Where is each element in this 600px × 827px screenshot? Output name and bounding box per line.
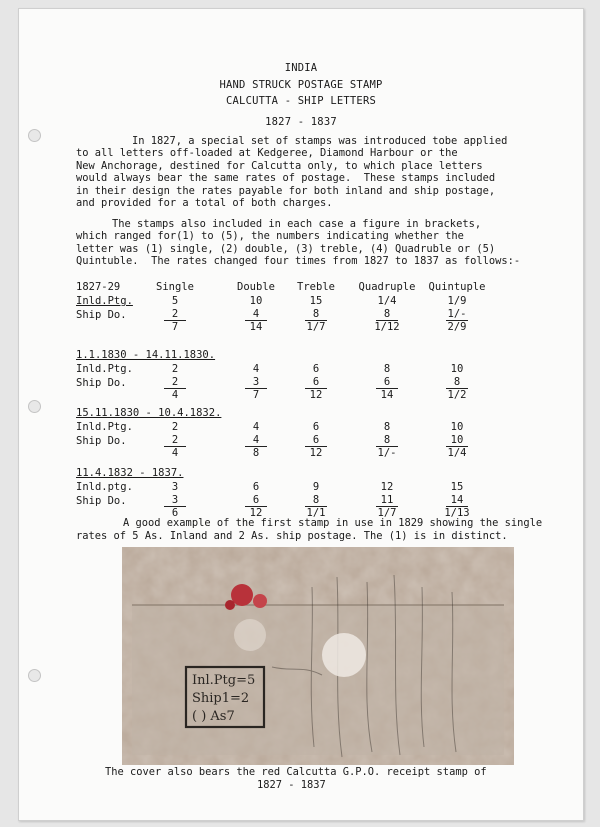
album-page [18,8,584,821]
rate-value: 1/9 [447,295,467,307]
fraction-numerator: 8 [312,308,320,320]
row-label: Inld.Ptg. [76,295,133,307]
fraction-numerator: 10 [450,434,464,446]
intro-line: and provided for a total of both charges. [76,197,333,210]
fraction-denominator: 1/13 [444,507,470,519]
intro-line: in their design the rates payable for both inland and ship postage, [76,184,496,197]
fraction-numerator: 8 [312,494,320,506]
rate-value: 6 [312,421,320,433]
fraction-denominator: 1/1 [306,507,326,519]
intro-line: In 1827, a special set of stamps was introduced tobe applied [132,135,508,147]
rates-line: which ranged for(1) to (5), the numbers indicating whether the [76,230,464,243]
rate-value: 15 [309,295,323,307]
fraction-numerator: 6 [383,376,391,388]
row-label: Ship Do. [76,377,127,389]
fraction-numerator: 6 [252,494,260,506]
row-label: Ship Do. [76,435,127,447]
fraction-numerator: 6 [312,376,320,388]
rate-value: 1/4 [377,295,397,307]
rate-fraction [296,494,336,519]
fraction-denominator: 1/2 [447,389,467,401]
handstamp-line: Ship1=2 [192,691,250,706]
fraction-numerator: 4 [252,308,260,320]
period-label: 11.4.1832 - 1837. [76,467,184,479]
fraction-denominator: 7 [171,321,179,333]
row-label: Inld.Ptg. [76,421,133,433]
period-label: 1827-29 [76,281,121,293]
rate-value: 4 [252,421,260,433]
rate-fraction [155,376,195,401]
handstamp-line: ( ) As7 [192,709,235,724]
punch-hole [28,669,41,682]
punch-hole [28,400,41,413]
fraction-numerator: 2 [171,376,179,388]
page-title-region: CALCUTTA - SHIP LETTERS [226,95,376,107]
rate-value: 2 [171,421,179,433]
fraction-numerator: 8 [383,308,391,320]
rate-fraction [437,434,477,459]
fraction-numerator: 4 [252,434,260,446]
rate-fraction [296,308,336,333]
page-title-country: INDIA [284,62,318,74]
rates-line: Quintuble. The rates changed four times from 1827 to 1837 as follows:- [76,255,521,268]
rate-fraction [296,376,336,401]
period-label: 15.11.1830 - 10.4.1832. [76,407,222,419]
row-label: Inld.Ptg. [76,363,133,375]
rate-value: 10 [450,363,464,375]
fraction-denominator: 1/7 [306,321,326,333]
fraction-numerator: 2 [171,308,179,320]
handstamp-line: Inl.Ptg=5 [192,673,256,688]
rate-fraction [236,308,276,333]
rate-fraction [155,308,195,333]
rate-fraction [437,494,477,519]
row-label: Ship Do. [76,309,127,321]
fraction-numerator: 8 [383,434,391,446]
fraction-denominator: 2/9 [447,321,467,333]
postal-cover-image [122,547,514,765]
rate-value: 10 [450,421,464,433]
column-header: Single [156,281,194,293]
fraction-denominator: 12 [309,389,323,401]
rate-value: 9 [312,481,320,493]
column-header: Treble [297,281,335,293]
rate-fraction [367,308,407,333]
cover-flap [132,605,504,755]
intro-line: New Anchorage, destined for Calcutta only, to which place letters [76,159,483,172]
rate-fraction [367,434,407,459]
page-title-subject: HAND STRUCK POSTAGE STAMP [219,79,383,91]
fraction-denominator: 8 [252,447,260,459]
rate-value: 5 [171,295,179,307]
fraction-numerator: 6 [312,434,320,446]
period-label: 1.1.1830 - 14.11.1830. [76,349,216,361]
fraction-numerator: 11 [380,494,394,506]
rate-fraction [155,494,195,519]
example-caption-line: A good example of the first stamp in use in 1829 showing the single [123,517,543,529]
rate-value: 4 [252,363,260,375]
fraction-numerator: 3 [252,376,260,388]
fraction-denominator: 7 [252,389,260,401]
rate-fraction [437,376,477,401]
fraction-denominator: 12 [249,507,263,519]
paper-wear [234,619,266,651]
rate-fraction [236,376,276,401]
rate-value: 6 [312,363,320,375]
row-label: Inld.ptg. [76,481,133,493]
rate-value: 3 [171,481,179,493]
intro-line: would always bear the same rates of postage. These stamps included [76,172,496,185]
fraction-denominator: 1/12 [374,321,400,333]
fraction-numerator: 3 [171,494,179,506]
fraction-denominator: 1/- [377,447,397,459]
rate-value: 8 [383,421,391,433]
column-header: Quadruple [358,281,416,293]
fraction-denominator: 4 [171,389,179,401]
fraction-denominator: 1/4 [447,447,467,459]
fraction-denominator: 12 [309,447,323,459]
rate-fraction [367,376,407,401]
fraction-numerator: 8 [453,376,461,388]
rate-value: 10 [249,295,263,307]
rate-fraction [437,308,477,333]
rate-fraction [236,494,276,519]
example-caption-line: rates of 5 As. Inland and 2 As. ship postage. The (1) is in distinct. [76,530,508,542]
rate-value: 2 [171,363,179,375]
column-header: Quintuple [428,281,486,293]
column-header: Double [237,281,275,293]
closing-caption-line: 1827 - 1837 [257,779,326,791]
closing-caption-line: The cover also bears the red Calcutta G.P.O. receipt stamp of [105,766,487,778]
rate-value: 6 [252,481,260,493]
intro-line: to all letters off-loaded at Kedgeree, Diamond Harbour or the [76,147,458,160]
rate-value: 12 [380,481,394,493]
fraction-denominator: 14 [380,389,394,401]
intro-paragraph [76,135,571,209]
rates-line: The stamps also included in each case a figure in brackets, [112,218,482,230]
rate-value: 8 [383,363,391,375]
rate-fraction [367,494,407,519]
rate-fraction [236,434,276,459]
receipt-stamp-ghost [322,633,366,677]
fraction-numerator: 2 [171,434,179,446]
punch-hole [28,129,41,142]
rate-fraction [296,434,336,459]
row-label: Ship Do. [76,495,127,507]
rates-paragraph [76,218,571,268]
fraction-numerator: 1/- [447,308,467,320]
fraction-denominator: 14 [249,321,263,333]
fraction-numerator: 14 [450,494,464,506]
rate-fraction [155,434,195,459]
fraction-denominator: 1/7 [377,507,397,519]
page-title-dates: 1827 - 1837 [265,116,337,128]
fraction-denominator: 4 [171,447,179,459]
fraction-denominator: 6 [171,507,179,519]
rates-line: letter was (1) single, (2) double, (3) treble, (4) Quadruble or (5) [76,242,496,255]
rate-value: 15 [450,481,464,493]
